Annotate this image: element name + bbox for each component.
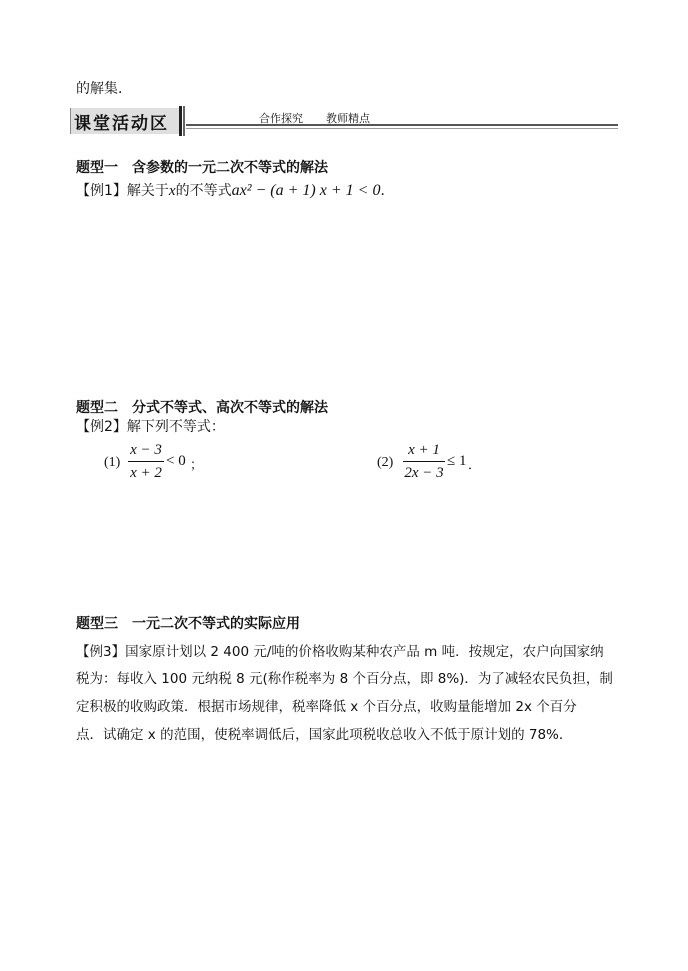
- example3-label: 【例3】: [76, 644, 126, 660]
- problem1-label: (1): [104, 455, 121, 470]
- problem1-numerator: x − 3: [130, 442, 162, 458]
- problem1-denominator: x + 2: [130, 465, 162, 481]
- section-banner-title: 课堂活动区: [74, 114, 169, 134]
- example1-expression: ax² − (a + 1) x + 1 < 0: [231, 182, 381, 199]
- problem2-fraction: [403, 441, 445, 482]
- problem2-denominator: 2x − 3: [404, 465, 444, 481]
- problem2-relation: ≤ 1: [447, 453, 467, 469]
- example1-label: 【例1】: [76, 183, 127, 199]
- example1-end: ．: [380, 183, 395, 199]
- example1-text: 解关于: [126, 183, 169, 199]
- example2-label: 【例2】: [76, 419, 127, 435]
- banner-divider-bar-thin: [183, 106, 185, 136]
- banner-rule-thick: [186, 124, 618, 126]
- example1-line: [76, 180, 394, 200]
- banner-rule-thin: [186, 128, 618, 129]
- problem2-fraction-bar: [403, 461, 445, 462]
- intro-tail-text: 的解集．: [76, 81, 132, 97]
- example3-line2: 税为：每收入 100 元纳税 8 元(称作税率为 8 个百分点，即 8%)．为了减轻农民负担，制: [76, 671, 613, 687]
- section1-heading: 题型一 含参数的一元二次不等式的解法: [76, 160, 328, 176]
- example1-text2: 的不等式: [175, 183, 232, 199]
- banner-subtitle-cooperate: 合作探究: [259, 112, 303, 125]
- problem1-fraction-bar: [128, 461, 164, 462]
- problem2-end: ．: [468, 458, 482, 473]
- example3-line4: 点．试确定 x 的范围，使税率调低后，国家此项税收总收入不低于原计划的 78%．: [76, 727, 573, 743]
- example2-text: 解下列不等式：: [126, 419, 225, 435]
- example3-text-line1: 国家原计划以 2 400 元/吨的价格收购某种农产品 m 吨．按规定，农户向国家纳: [125, 644, 604, 660]
- problem1-fraction: [128, 441, 164, 482]
- section3-heading: 题型三 一元二次不等式的实际应用: [76, 616, 300, 632]
- problem1-relation: < 0: [166, 453, 186, 469]
- example1-var: x: [168, 183, 176, 199]
- banner-divider-bar: [179, 106, 182, 136]
- problem2-label: (2): [377, 455, 394, 470]
- problem2-numerator: x + 1: [408, 442, 440, 458]
- example3-line1: [76, 640, 604, 660]
- problem1-end: ；: [190, 458, 204, 473]
- example3-line3: 定积极的收购政策．根据市场规律，税率降低 x 个百分点，收购量能增加 2x 个百分: [76, 699, 577, 715]
- banner-subtitle-teacher: 教师精点: [326, 112, 370, 125]
- section2-heading: 题型二 分式不等式、高次不等式的解法: [76, 400, 328, 416]
- example2-line: [76, 416, 225, 436]
